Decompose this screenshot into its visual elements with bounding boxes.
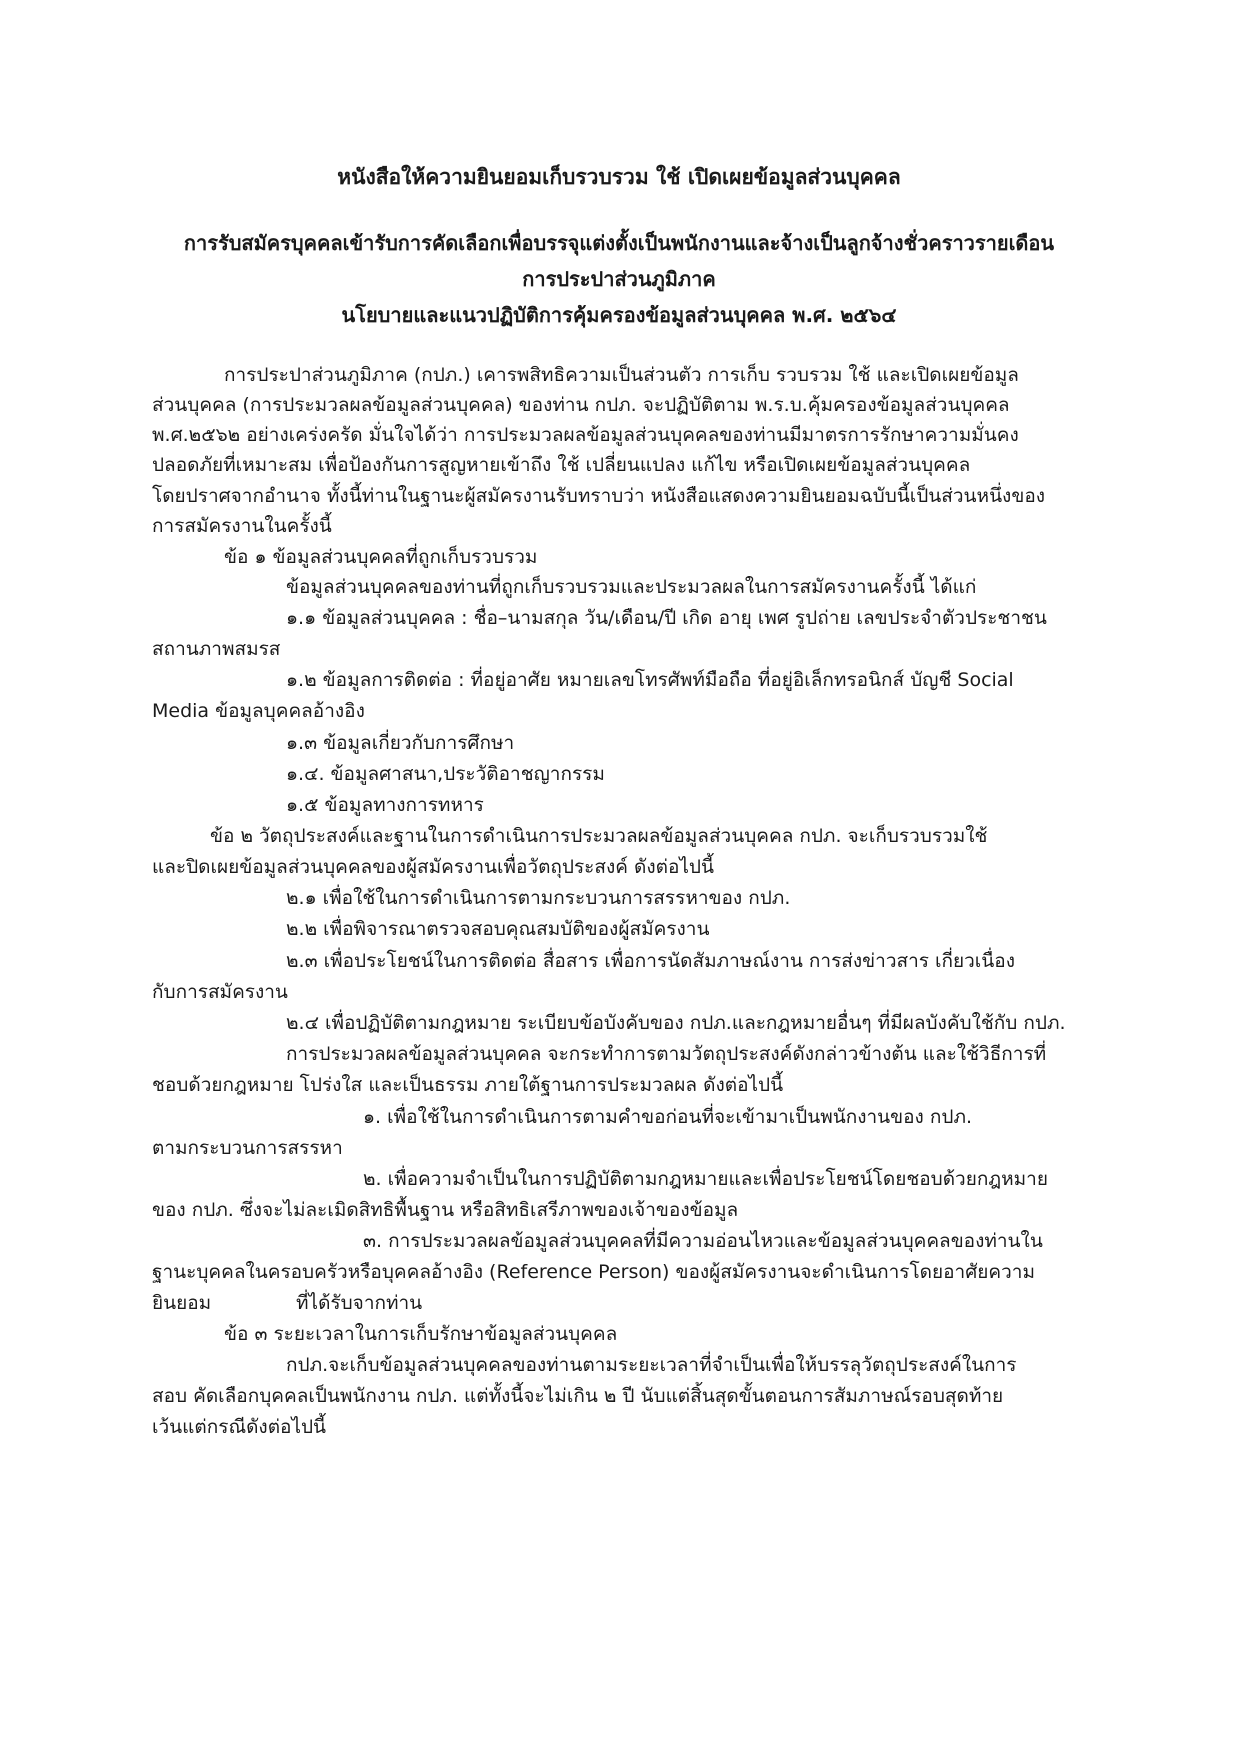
body-line: กปภ.จะเก็บข้อมูลส่วนบุคคลของท่านตามระยะเวลาที่จำเป็นเพื่อให้บรรลุวัตถุประสงค์ในการ xyxy=(286,1354,1017,1376)
body-line: การประปาส่วนภูมิภาค (กปภ.) เคารพสิทธิความเป็นส่วนตัว การเก็บ รวบรวม ใช้ และเปิดเผยข้อมูล xyxy=(224,364,1019,386)
body-line: การประมวลผลข้อมูลส่วนบุคคล จะกระทำการตามวัตถุประสงค์ดังกล่าวข้างต้น และใช้วิธีการที่ xyxy=(286,1043,1047,1065)
list-item: ๑. เพื่อใช้ในการดำเนินการตามคำขอก่อนที่จะเข้ามาเป็นพนักงานของ กปภ. xyxy=(363,1106,973,1128)
body-line: สอบ คัดเลือกบุคคลเป็นพนักงาน กปภ. แต่ทั้งนี้จะไม่เกิน ๒ ปี นับแต่สิ้นสุดขั้นตอนการสัมภาษณ์รอบสุดท้าย xyxy=(152,1385,1004,1407)
document-subtitle: การประปาส่วนภูมิภาค xyxy=(522,267,716,291)
list-item: ๒.๔ เพื่อปฏิบัติตามกฎหมาย ระเบียบข้อบังคับของ กปภ.และกฎหมายอื่นๆ ที่มีผลบังคับใช้กับ กปภ. xyxy=(286,1012,1066,1034)
section-heading: ข้อ ๒ วัตถุประสงค์และฐานในการดำเนินการประมวลผลข้อมูลส่วนบุคคล กปภ. จะเก็บรวบรวมใช้ xyxy=(210,825,988,847)
body-line: ปลอดภัยที่เหมาะสม เพื่อป้องกันการสูญหายเข้าถึง ใช้ เปลี่ยนแปลง แก้ไข หรือเปิดเผยข้อมูลส่วนบุคคล xyxy=(152,454,971,476)
body-line: พ.ศ.๒๕๖๒ อย่างเคร่งครัด มั่นใจได้ว่า การประมวลผลข้อมูลส่วนบุคคลของท่านมีมาตรการรักษาความมั่นคง xyxy=(152,424,1019,446)
list-item: ๑.๒ ข้อมูลการติดต่อ : ที่อยู่อาศัย หมายเลขโทรศัพท์มือถือ ที่อยู่อิเล็กทรอนิกส์ บัญชี Social xyxy=(286,669,1014,691)
list-item-continuation: ตามกระบวนการสรรหา xyxy=(152,1137,343,1159)
list-item: ๒.๒ เพื่อพิจารณาตรวจสอบคุณสมบัติของผู้สมัครงาน xyxy=(286,918,710,940)
section-heading: ข้อ ๓ ระยะเวลาในการเก็บรักษาข้อมูลส่วนบุคคล xyxy=(224,1323,618,1345)
list-item-continuation: ที่ได้รับจากท่าน xyxy=(296,1292,423,1314)
list-item-continuation: ยินยอม xyxy=(152,1292,212,1314)
list-item: ๒.๑ เพื่อใช้ในการดำเนินการตามกระบวนการสรรหาของ กปภ. xyxy=(286,887,791,909)
list-item: ๒.๓ เพื่อประโยชน์ในการติดต่อ สื่อสาร เพื่อการนัดสัมภาษณ์งาน การส่งข่าวสาร เกี่ยวเนื่อง xyxy=(286,950,1015,972)
document-subtitle: การรับสมัครบุคคลเข้ารับการคัดเลือกเพื่อบรรจุแต่งตั้งเป็นพนักงานและจ้างเป็นลูกจ้างชั่วคราวรายเดือน xyxy=(183,231,1055,255)
list-item: ๒. เพื่อความจำเป็นในการปฏิบัติตามกฎหมายและเพื่อประโยชน์โดยชอบด้วยกฎหมาย xyxy=(363,1168,1048,1190)
list-item-continuation: ของ กปภ. ซึ่งจะไม่ละเมิดสิทธิพื้นฐาน หรือสิทธิเสรีภาพของเจ้าของข้อมูล xyxy=(152,1199,739,1221)
list-item: ๑.๓ ข้อมูลเกี่ยวกับการศึกษา xyxy=(286,732,515,754)
list-item-continuation: Media ข้อมูลบุคคลอ้างอิง xyxy=(152,700,365,722)
body-line: เว้นแต่กรณีดังต่อไปนี้ xyxy=(152,1416,327,1438)
document-title: หนังสือให้ความยินยอมเก็บรวบรวม ใช้ เปิดเผยข้อมูลส่วนบุคคล xyxy=(337,165,901,189)
list-item: ๓. การประมวลผลข้อมูลส่วนบุคคลที่มีความอ่อนไหวและข้อมูลส่วนบุคคลของท่านใน xyxy=(363,1230,1043,1252)
body-line: ชอบด้วยกฎหมาย โปร่งใส และเป็นธรรม ภายใต้ฐานการประมวลผล ดังต่อไปนี้ xyxy=(152,1074,784,1096)
body-line: การสมัครงานในครั้งนี้ xyxy=(152,515,332,537)
body-line: ข้อมูลส่วนบุคคลของท่านที่ถูกเก็บรวบรวมและประมวลผลในการสมัครงานครั้งนี้ ได้แก่ xyxy=(286,576,977,598)
list-item: ๑.๑ ข้อมูลส่วนบุคคล : ชื่อ–นามสกุล วัน/เดือน/ปี เกิด อายุ เพศ รูปถ่าย เลขประจำตัวประชาชน xyxy=(286,607,1047,629)
list-item: ๑.๔. ข้อมูลศาสนา,ประวัติอาชญากรรม xyxy=(286,763,605,785)
list-item-continuation: กับการสมัครงาน xyxy=(152,981,288,1003)
body-line: และปิดเผยข้อมูลส่วนบุคคลของผู้สมัครงานเพื่อวัตถุประสงค์ ดังต่อไปนี้ xyxy=(152,856,714,878)
document-subtitle: นโยบายและแนวปฏิบัติการคุ้มครองข้อมูลส่วนบุคคล พ.ศ. ๒๕๖๔ xyxy=(341,303,897,327)
body-line: ส่วนบุคคล (การประมวลผลข้อมูลส่วนบุคคล) ของท่าน กปภ. จะปฏิบัติตาม พ.ร.บ.คุ้มครองข้อมูลส่วนบุคคล xyxy=(152,394,1010,416)
list-item-continuation: สถานภาพสมรส xyxy=(152,638,281,660)
list-item: ๑.๕ ข้อมูลทางการทหาร xyxy=(286,794,484,816)
section-heading: ข้อ ๑ ข้อมูลส่วนบุคคลที่ถูกเก็บรวบรวม xyxy=(224,546,538,568)
body-line: โดยปราศจากอำนาจ ทั้งนี้ท่านในฐานะผู้สมัครงานรับทราบว่า หนังสือแสดงความยินยอมฉบับนี้เป็นส่วนหนึ่งของ xyxy=(152,485,1046,507)
list-item-continuation: ฐานะบุคคลในครอบครัวหรือบุคคลอ้างอิง (Reference Person) ของผู้สมัครงานจะดำเนินการโดยอาศัยความ xyxy=(152,1261,1035,1283)
